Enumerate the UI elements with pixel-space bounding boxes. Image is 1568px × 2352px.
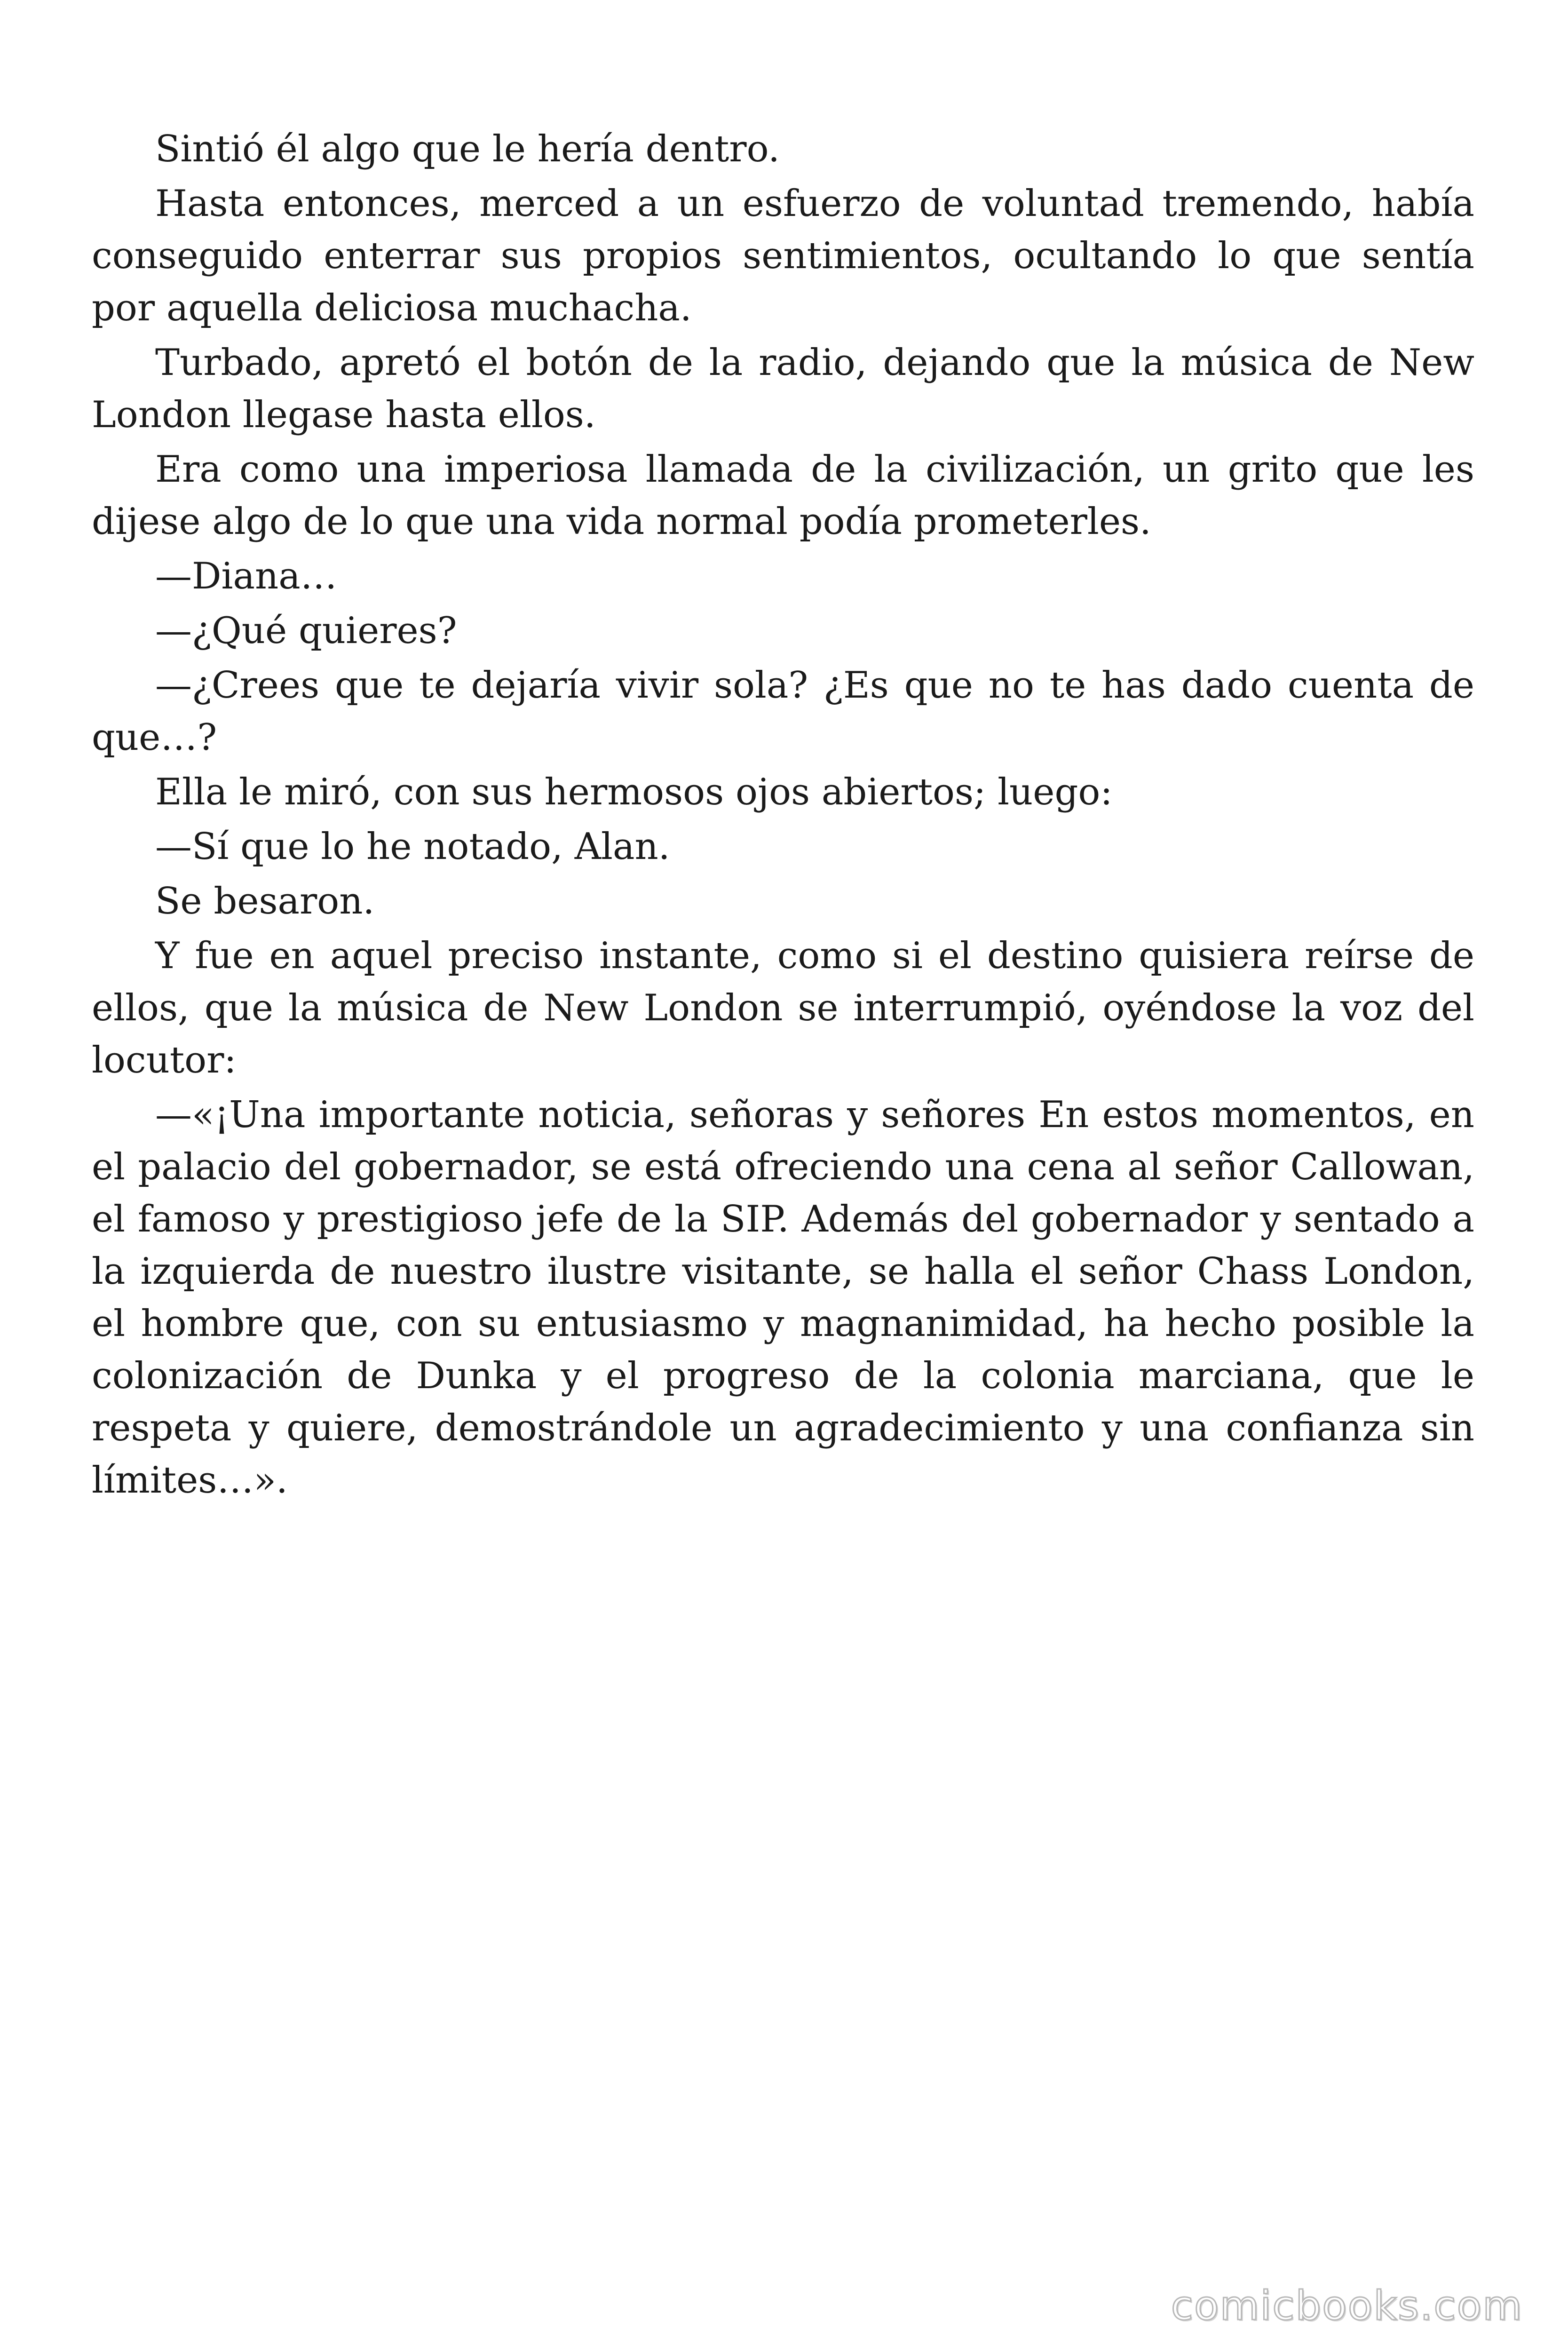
paragraph: Hasta entonces, merced a un esfuerzo de voluntad tremendo, había conseguido enterrar sus propios sentimientos, ocultando lo que sentía por aquella deliciosa muchacha. — [92, 183, 1474, 329]
paragraph: —¿Crees que te dejaría vivir sola? ¿Es que no te has dado cuenta de que…? — [92, 664, 1474, 759]
watermark: comicbooks.com — [1171, 2282, 1523, 2329]
paragraph: Era como una imperiosa llamada de la civilización, un grito que les dijese algo de lo que una vida normal podía prometerles. — [92, 448, 1474, 543]
paragraph: —Sí que lo he notado, Alan. — [155, 826, 670, 868]
paragraph: —Diana… — [155, 555, 337, 597]
paragraph: Se besaron. — [155, 880, 375, 922]
body-text — [92, 123, 1474, 1509]
paragraph: —¿Qué quieres? — [155, 610, 457, 652]
paragraph: Y fue en aquel preciso instante, como si el destino quisiera reírse de ellos, que la música de New London se interrumpió, oyéndose la voz del locutor: — [92, 935, 1474, 1081]
paragraph: Sintió él algo que le hería dentro. — [155, 128, 780, 170]
paragraph: Turbado, apretó el botón de la radio, dejando que la música de New London llegase hasta ellos. — [92, 342, 1474, 436]
paragraph: —«¡Una importante noticia, señoras y señores En estos momentos, en el palacio del gobernador, se está ofreciendo una cena al señor Callowan, el famoso y prestigioso jefe de la SIP. Además del gobernador y sentado a la izquierda de nuestro ilustre visitante, se halla el señor Chass London, el hombre que, con su entusiasmo y magnanimidad, ha hecho posible la colonización de Dunka y el progreso de la colonia marciana, que le respeta y quiere, demostrándole un agradecimiento y una confianza sin límites…». — [92, 1094, 1474, 1502]
paragraph: Ella le miró, con sus hermosos ojos abiertos; luego: — [155, 771, 1113, 813]
